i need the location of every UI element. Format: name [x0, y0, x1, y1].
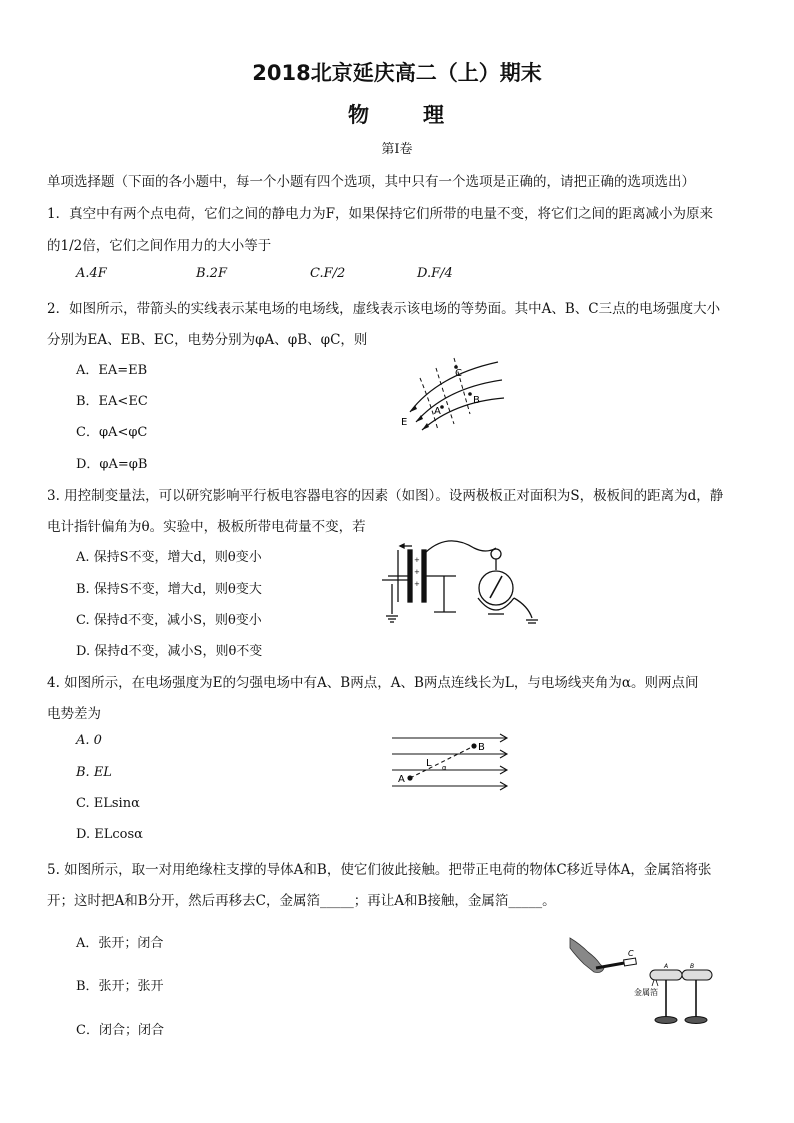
label-b: B: [473, 395, 480, 406]
metal-foil: [652, 980, 654, 986]
connecting-wire: [426, 541, 496, 552]
q1-option-d: D.F/4: [417, 266, 453, 281]
field-arrow: [410, 405, 417, 412]
subject-char-2: 理: [423, 103, 446, 127]
q2-option-c: C．φA<φC: [76, 425, 148, 440]
uniform-field-figure: [390, 730, 512, 794]
label-alpha: α: [442, 764, 447, 772]
electrometer-knob: [491, 549, 501, 559]
electric-field-figure: [398, 350, 506, 432]
q1-option-a: A.4F: [76, 266, 107, 281]
label-e: E: [401, 417, 408, 428]
label-c: C: [628, 949, 634, 958]
q1-option-b: B.2F: [196, 266, 227, 281]
q5-option-c: C．闭合；闭合: [76, 1023, 164, 1038]
page-title: 2018北京延庆高二（上）期末: [252, 61, 542, 85]
base-a: [655, 1017, 677, 1024]
label-foil: 金属箔: [634, 988, 658, 997]
q3-option-a: A. 保持S不变，增大d，则θ变小: [76, 550, 262, 565]
q1-line-2: 的1/2倍，它们之间作用力的大小等于: [47, 238, 272, 254]
q5-option-b: B．张开；张开: [76, 979, 164, 994]
q3-line-1: 3. 用控制变量法，可以研究影响平行板电容器电容的因素（如图）。设两极板正对面积为S，极板间的距离为d，静: [47, 488, 724, 504]
label-a: A: [398, 774, 405, 785]
label-c: C: [455, 368, 462, 379]
q2-option-a: A．EA=EB: [76, 363, 148, 378]
q2-line-1: 2．如图所示，带箭头的实线表示某电场的电场线，虚线表示该电场的等势面。其中A、B、C三点的电场强度大小: [47, 301, 721, 317]
label-b: B: [690, 963, 695, 970]
electrometer-ground-wire: [514, 598, 532, 618]
point-b: [471, 743, 476, 748]
label-a: A: [664, 963, 669, 970]
point-a: [407, 775, 412, 780]
q4-line-2: 电势差为: [47, 706, 101, 722]
q4-option-d: D. ELcosα: [76, 827, 143, 842]
q2-option-d: D．φA=φB: [76, 457, 148, 472]
q1-option-c: C.F/2: [310, 266, 346, 281]
q2-line-2: 分别为EA、EB、EC，电势分别为φA、φB、φC，则: [47, 332, 368, 348]
left-plate: [408, 550, 412, 602]
conductor-induction-figure: [566, 934, 716, 1026]
svg-text:+: +: [414, 580, 420, 588]
label-b: B: [478, 742, 485, 753]
q4-option-a: A. 0: [76, 733, 102, 748]
q5-line-2: 开；这时把A和B分开，然后再移去C，金属箔_____；再让A和B接触，金属箔_____。: [47, 893, 556, 909]
q3-option-c: C. 保持d不变，减小S，则θ变小: [76, 613, 262, 628]
volume-label: 第I卷: [381, 142, 413, 157]
q3-line-2: 电计指针偏角为θ。实验中，极板所带电荷量不变，若: [47, 519, 366, 535]
label-a: A: [434, 406, 441, 417]
q3-option-d: D. 保持d不变，减小S，则θ不变: [76, 644, 263, 659]
section-title: 单项选择题（下面的各小题中，每一个小题有四个选项，其中只有一个选项是正确的，请把正确的选项选出）: [47, 174, 695, 190]
subject-char-1: 物: [348, 103, 371, 127]
label-l: L: [426, 758, 432, 769]
q5-line-1: 5. 如图所示，取一对用绝缘柱支撑的导体A和B，使它们彼此接触。把带正电荷的物体C移近导体A，金属箔将张: [47, 862, 712, 878]
subject-title: [0, 99, 794, 129]
capacitor-electrometer-figure: [378, 536, 548, 628]
electrometer-needle: [490, 576, 502, 598]
conductor-a: [650, 970, 682, 980]
base-b: [685, 1017, 707, 1024]
q1-line-1: 1．真空中有两个点电荷，它们之间的静电力为F，如果保持它们所带的电量不变，将它们之间的距离减小为原来: [47, 206, 713, 222]
q2-option-b: B．EA<EC: [76, 394, 148, 409]
svg-text:+: +: [414, 556, 420, 564]
rod-tip: [624, 958, 637, 966]
conductor-b: [682, 970, 712, 980]
q4-line-1: 4. 如图所示，在电场强度为E的匀强电场中有A、B两点，A、B两点连线长为L，与电场线夹角为α。则两点间: [47, 675, 699, 691]
right-plate: [422, 550, 426, 602]
segment-ab: [410, 746, 474, 778]
point-b: [468, 392, 472, 396]
svg-text:+: +: [414, 568, 420, 576]
q3-option-b: B. 保持S不变，增大d，则θ变大: [76, 582, 262, 597]
field-arrow: [422, 423, 429, 430]
q5-option-a: A．张开；闭合: [76, 936, 164, 951]
q4-option-b: B. EL: [76, 765, 112, 780]
q4-option-c: C. ELsinα: [76, 796, 140, 811]
